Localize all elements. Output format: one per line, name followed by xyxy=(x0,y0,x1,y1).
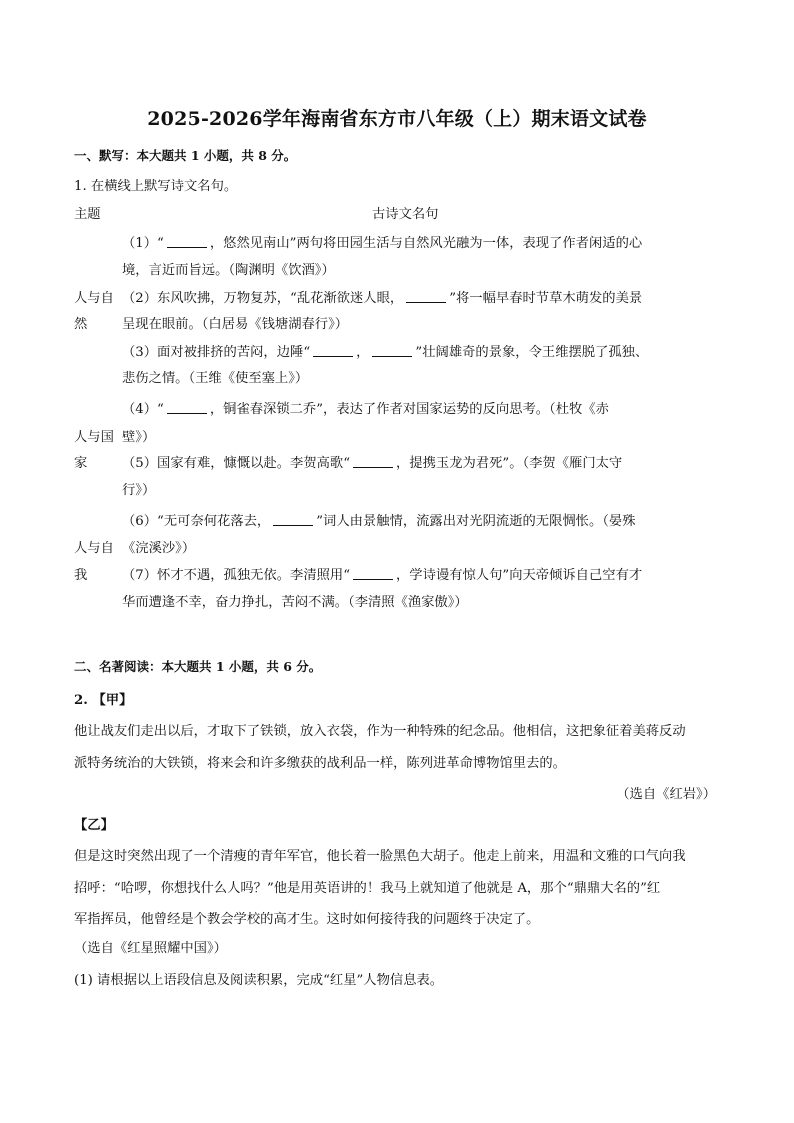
theme-nature-line1: 人与自 xyxy=(74,291,114,306)
sub-question-1: (1) 请根据以上语段信息及阅读积累，完成“红星”人物信息表。 xyxy=(74,973,444,988)
passage-jia-source: （选自《红岩》） xyxy=(616,787,716,802)
poem-item-6-cont: 《浣溪沙》） xyxy=(122,541,196,556)
answer-blank[interactable] xyxy=(313,342,353,357)
poem-item-2: （2）东风吹拂，万物复苏，“乱花渐欲迷人眼， ”将一幅早春时节草木萌发的美景 xyxy=(122,287,642,306)
poem-item-3-cont: 悲伤之情。（王维《使至塞上》） xyxy=(122,371,309,386)
answer-blank[interactable] xyxy=(167,399,207,414)
section1-heading: 一、默写：本大题共 1 小题，共 8 分。 xyxy=(74,148,297,163)
poem-item-5-cont: 行》） xyxy=(122,483,156,498)
answer-blank[interactable] xyxy=(353,565,393,580)
answer-blank[interactable] xyxy=(406,288,446,303)
poem-item-7-cont: 华而遭逢不幸，奋力挣扎，苦闷不满。（李清照《渔家傲》） xyxy=(122,595,468,610)
section2-heading: 二、名著阅读：本大题共 1 小题，共 6 分。 xyxy=(74,659,322,674)
passage-yi-label: 【乙】 xyxy=(74,818,114,833)
theme-nature-line2: 然 xyxy=(74,317,88,332)
passage-jia-line1: 他让战友们走出以后，才取下了铁锁，放入衣袋，作为一种特殊的纪念品。他相信，这把象征着美蒋反动 xyxy=(74,724,686,739)
answer-blank[interactable] xyxy=(167,233,207,248)
theme-country-line1: 人与国 xyxy=(74,430,114,445)
theme-country-line2: 家 xyxy=(74,456,88,471)
poem-item-1-cont: 境，言近而旨远。（陶渊明《饮酒》） xyxy=(122,263,335,278)
passage-jia-line2: 派特务统治的大铁锁，将来会和许多缴获的战利品一样，陈列进革命博物馆里去的。 xyxy=(74,756,566,771)
poem-item-7: （7）怀才不遇，孤独无依。李清照用“ ，学诗谩有惊人句”向天帝倾诉自己空有才 xyxy=(122,564,642,583)
column-header-poem: 古诗文名句 xyxy=(372,207,439,222)
passage-yi-line1: 但是这时突然出现了一个清瘦的青年军官，他长着一脸黑色大胡子。他走上前来，用温和文雅的口气向我 xyxy=(74,849,686,864)
column-header-theme: 主题 xyxy=(74,207,101,222)
poem-item-6: （6）“无可奈何花落去， ”词人由景触情，流露出对光阴流逝的无限惆怅。（晏殊 xyxy=(122,510,636,529)
theme-self-line2: 我 xyxy=(74,568,88,583)
question2-label-jia: 2. 【甲】 xyxy=(74,693,133,708)
question1-prompt: 1. 在横线上默写诗文名句。 xyxy=(74,179,238,194)
poem-item-3: （3）面对被排挤的苦闷，边陲“ ， ”壮阔雄奇的景象，令王维摆脱了孤独、 xyxy=(122,341,648,360)
poem-item-5: （5）国家有难，慷慨以赴。李贺高歌“ ，提携玉龙为君死”。（李贺《雁门太守 xyxy=(122,452,622,471)
poem-item-4-cont: 壁》） xyxy=(122,430,156,445)
poem-item-2-cont: 呈现在眼前。（白居易《钱塘湖春行》） xyxy=(122,317,349,332)
page-title: 2025-2026学年海南省东方市八年级（上）期末语文试卷 xyxy=(147,108,647,130)
theme-self-line1: 人与自 xyxy=(74,541,114,556)
poem-item-1: （1）“ ，悠然见南山”两句将田园生活与自然风光融为一体，表现了作者闲适的心 xyxy=(122,232,642,251)
answer-blank[interactable] xyxy=(273,511,313,526)
answer-blank[interactable] xyxy=(372,342,412,357)
passage-yi-line2: 招呼：“哈啰，你想找什么人吗？”他是用英语讲的！我马上就知道了他就是 A，那个“鼎鼎大名的”红 xyxy=(74,881,661,896)
poem-item-4: （4）“ ，铜雀春深锁二乔”，表达了作者对国家运势的反向思考。（杜牧《赤 xyxy=(122,398,609,417)
answer-blank[interactable] xyxy=(353,453,393,468)
passage-yi-line3: 军指挥员，他曾经是个教会学校的高才生。这时如何接待我的问题终于决定了。 xyxy=(74,912,540,927)
passage-yi-source: （选自《红星照耀中国》） xyxy=(74,941,227,956)
